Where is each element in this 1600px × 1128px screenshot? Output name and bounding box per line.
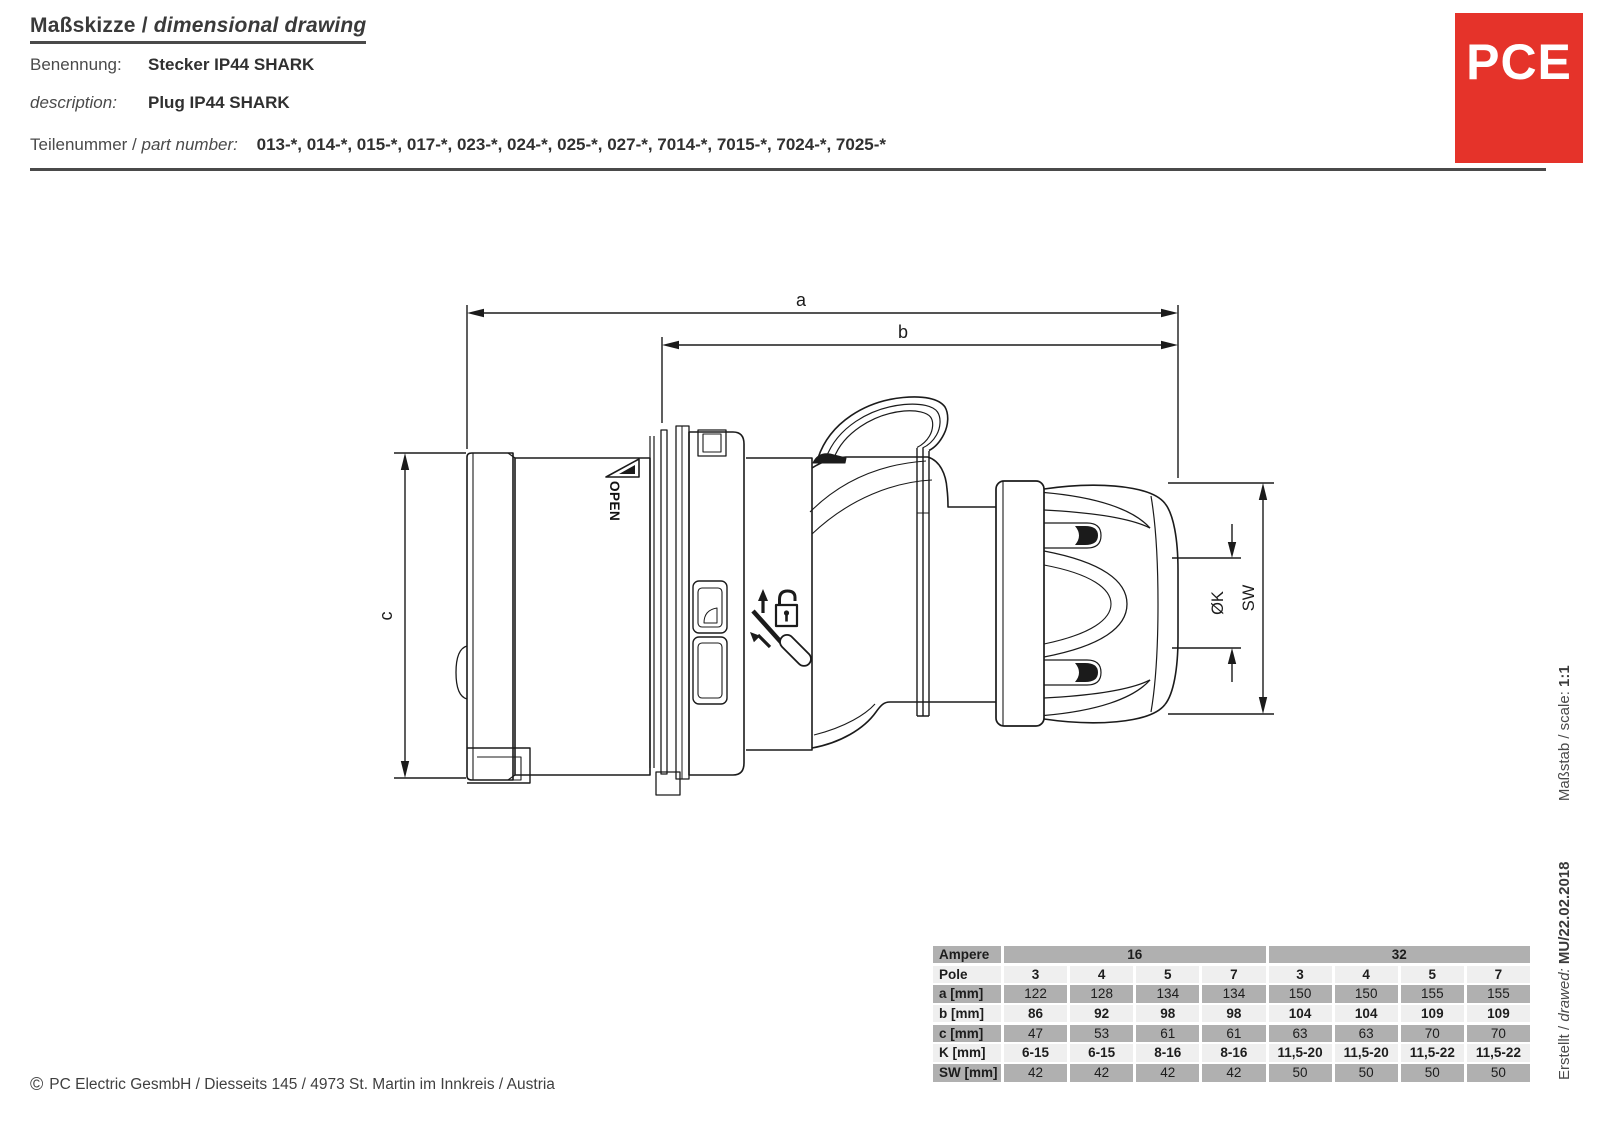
table-cell: 61: [1202, 1025, 1265, 1042]
table-cell: 109: [1467, 1005, 1530, 1022]
table-cell: 61: [1136, 1025, 1199, 1042]
table-cell: 11,5-20: [1335, 1044, 1398, 1061]
table-cell: 42: [1070, 1064, 1133, 1081]
contact-sleeve-linework: [996, 481, 1178, 726]
table-header-ampere: Ampere: [933, 946, 1001, 963]
table-cell: 8-16: [1202, 1044, 1265, 1061]
title-german: Maßskizze /: [30, 14, 154, 37]
created-label-de: Erstellt /: [1556, 1021, 1573, 1080]
table-cell: 7: [1202, 966, 1265, 983]
drawing-meta-sidebar: [1556, 665, 1573, 1080]
unlock-instruction-icons: [750, 589, 811, 666]
table-cell: 150: [1269, 985, 1332, 1002]
table-cell: 104: [1335, 1005, 1398, 1022]
table-header-16a: 16: [1004, 946, 1266, 963]
dimension-lines: [394, 305, 1274, 778]
description-value: Plug IP44 SHARK: [148, 93, 290, 112]
copyright-line: [30, 1074, 555, 1095]
table-cell: 134: [1202, 985, 1265, 1002]
table-cell: 98: [1136, 1005, 1199, 1022]
table-cell: 63: [1269, 1025, 1332, 1042]
table-row-label-a: a [mm]: [933, 985, 1001, 1002]
copyright-text: PC Electric GesmbH / Diesseits 145 / 4973 St. Martin im Innkreis / Austria: [49, 1076, 555, 1093]
table-cell: 4: [1070, 966, 1133, 983]
table-cell: 70: [1467, 1025, 1530, 1042]
table-cell: 104: [1269, 1005, 1332, 1022]
table-cell: 5: [1136, 966, 1199, 983]
dimension-spec-table: [933, 946, 1530, 1082]
part-number-label-en: part number:: [141, 135, 238, 154]
table-cell: 11,5-20: [1269, 1044, 1332, 1061]
table-cell: 50: [1467, 1064, 1530, 1081]
table-cell: 150: [1335, 985, 1398, 1002]
table-cell: 11,5-22: [1467, 1044, 1530, 1061]
table-cell: 50: [1269, 1064, 1332, 1081]
open-marking-label: OPEN: [607, 481, 622, 522]
table-cell: 7: [1467, 966, 1530, 983]
benennung-value: Stecker IP44 SHARK: [148, 55, 315, 74]
table-cell: 4: [1335, 966, 1398, 983]
table-cell: 3: [1004, 966, 1067, 983]
part-number-value: 013-*, 014-*, 015-*, 017-*, 023-*, 024-*, 025-*, 027-*, 7014-*, 7015-*, 7024-*, 7025-*: [256, 135, 887, 154]
table-row-label-c: c [mm]: [933, 1025, 1001, 1042]
pce-logo-text: PCE: [1466, 34, 1572, 90]
table-cell: 42: [1136, 1064, 1199, 1081]
table-cell: 53: [1070, 1025, 1133, 1042]
table-cell: 8-16: [1136, 1044, 1199, 1061]
table-cell: 155: [1401, 985, 1464, 1002]
table-cell: 6-15: [1004, 1044, 1067, 1061]
table-cell: 3: [1269, 966, 1332, 983]
table-cell: 134: [1136, 985, 1199, 1002]
description-label: description:: [30, 93, 117, 112]
table-cell: 50: [1335, 1064, 1398, 1081]
part-number-label-de: Teilenummer /: [30, 135, 142, 154]
table-cell: 6-15: [1070, 1044, 1133, 1061]
dimension-label-a: a: [795, 290, 807, 310]
table-cell: 86: [1004, 1005, 1067, 1022]
table-cell: 128: [1070, 985, 1133, 1002]
arrow-up-left-icon: [750, 632, 770, 647]
table-cell: 50: [1401, 1064, 1464, 1081]
table-cell: 92: [1070, 1005, 1133, 1022]
table-cell: 109: [1401, 1005, 1464, 1022]
dimension-label-diameter-k: ØK: [1209, 591, 1227, 615]
table-cell: 11,5-22: [1401, 1044, 1464, 1061]
table-cell: 155: [1467, 985, 1530, 1002]
table-cell: 70: [1401, 1025, 1464, 1042]
dimension-label-b: b: [897, 322, 909, 342]
scale-label: Maßstab / scale:: [1556, 691, 1573, 802]
table-header-32a: 32: [1269, 946, 1531, 963]
created-label-en: drawed:: [1556, 968, 1573, 1022]
table-cell: 5: [1401, 966, 1464, 983]
table-row-label-k: K [mm]: [933, 1044, 1001, 1061]
title-english: dimensional drawing: [153, 14, 367, 37]
dimension-label-sw: SW: [1240, 584, 1258, 612]
plug-hook-clip: [813, 397, 948, 716]
table-cell: 122: [1004, 985, 1067, 1002]
created-value: MU/22.02.2018: [1556, 861, 1573, 965]
table-row-label-b: b [mm]: [933, 1005, 1001, 1022]
table-cell: 63: [1335, 1025, 1398, 1042]
table-row-label-pole: Pole: [933, 966, 1001, 983]
open-padlock-icon: [776, 591, 797, 626]
table-cell: 42: [1202, 1064, 1265, 1081]
arrow-up-icon: [758, 589, 768, 613]
dimension-label-c: c: [376, 611, 396, 621]
table-row-label-sw: SW [mm]: [933, 1064, 1001, 1081]
benennung-label: Benennung:: [30, 55, 122, 74]
table-cell: 42: [1004, 1064, 1067, 1081]
scale-value: 1:1: [1556, 665, 1573, 687]
plug-body-linework: [456, 426, 996, 795]
copyright-icon: ©: [30, 1074, 44, 1094]
table-cell: 47: [1004, 1025, 1067, 1042]
table-cell: 98: [1202, 1005, 1265, 1022]
